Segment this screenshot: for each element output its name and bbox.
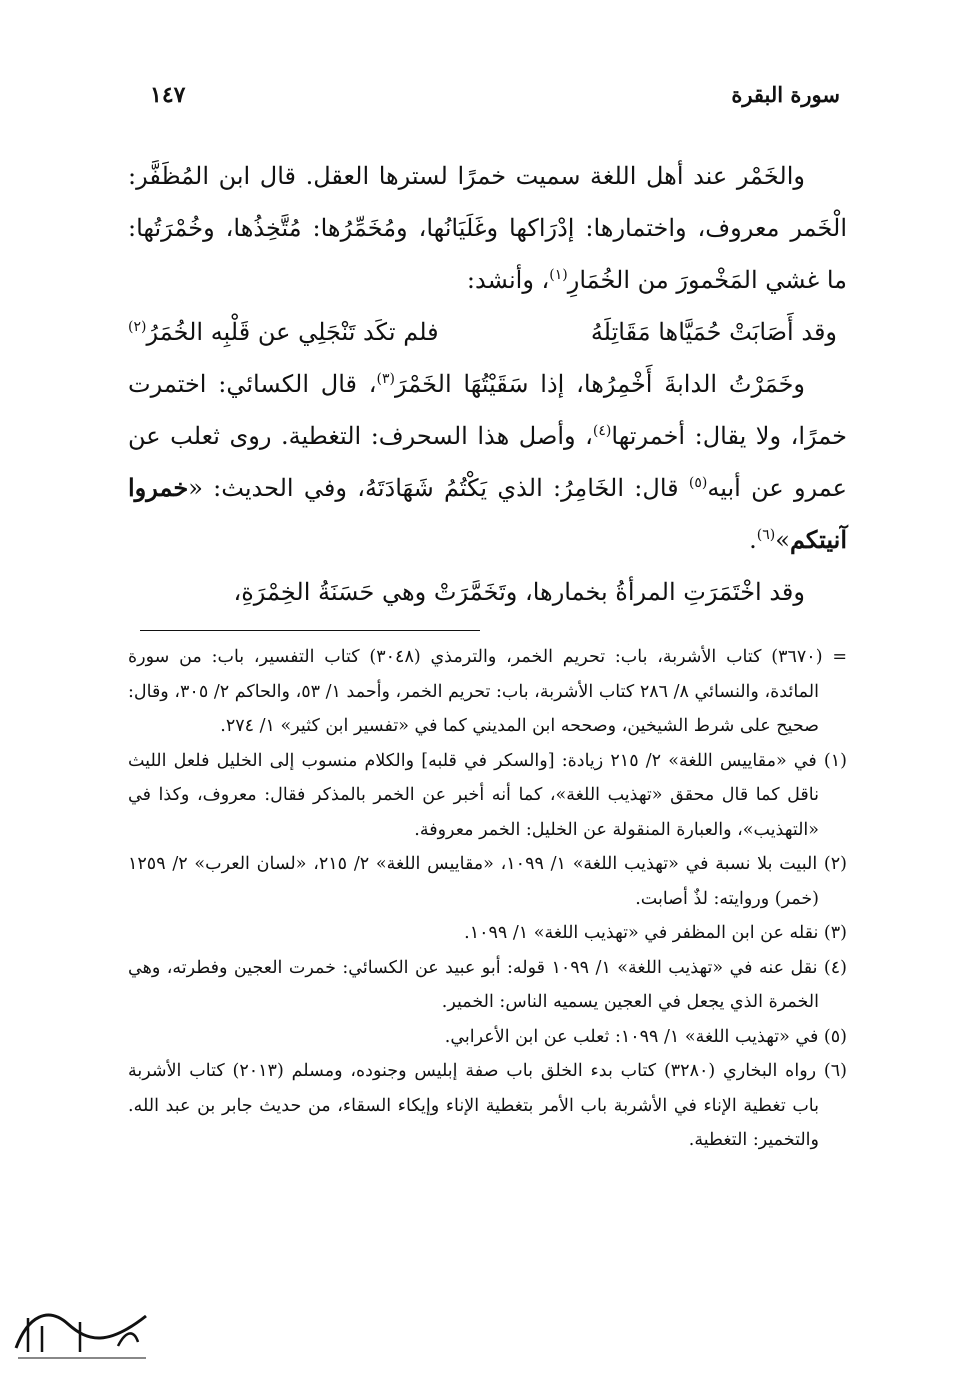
page-number: ١٤٧ [150, 82, 186, 108]
footnote-ref-3: (٣) [376, 371, 396, 387]
footnote-6: (٦) رواه البخاري (٣٢٨٠) كتاب بدء الخلق باب صفة إبليس وجنوده، ومسلم (٢٠١٣) كتاب الأشربة باب تغطية الإناء في الأشربة باب الأمر بتغطية الإناء وإيكاء السقاء، من حديث جابر بن عبد الله. والتخمير: التغطية. [128, 1061, 847, 1150]
hadith-quote: خمروا آنيتكم [128, 473, 847, 554]
footnote-continuation: = (٣٦٧٠) كتاب الأشربة، باب: تحريم الخمر، والترمذي (٣٠٤٨) كتاب التفسير، باب: من سورة المائدة، والنسائي ٨/ ٢٨٦ كتاب الأشربة، باب: تحريم الخمر، وأحمد ١/ ٥٣، والحاكم ٢/ ٣٠٥، وقال: صحيح على شرط الشيخين، وصححه ابن المديني كما في «تفسير ابن كثير» ١/ ٢٧٤. [128, 647, 847, 736]
footnote-3: (٣) نقله عن ابن المظفر في «تهذيب اللغة» ١/ ١٠٩٩. [464, 923, 847, 943]
main-text [128, 150, 847, 618]
footnotes [128, 640, 847, 1158]
page-header [150, 82, 840, 118]
footnote-1: (١) في «مقاييس اللغة» ٢/ ٢١٥ زيادة: [والسكر في قلبه] والكلام منسوب إلى الخليل فلعل الليث ناقل كما قال محقق «تهذيب اللغة»، كما أنه أخبر عن الخمر بالمذكر فقال: معروف، وكذا في «التهذيب»، والعبارة المنقولة عن الخليل: الخمر معروفة. [128, 750, 847, 840]
paragraph-2: وخَمَرْتُ الدابةَ أَخْمِرُها، إذا سَقَيْتُهَا الخَمْرَ$^{(٣)}$، قال الكسائي: اختمرت خمرًا، ولا يقال: أخمرتها$^{(٤)}$، وأصل هذا السحرف: التغطية. روى ثعلب عن عمرو عن أبيه$^{(٥)}$ قال: الخَامِرُ: الذي يَكْتُمُ شَهَادَتَهُ، وفي الحديث: «خمروا آنيتكم»$^{(٦)}$. [128, 370, 847, 554]
footnote-ref-6: (٦) [756, 527, 776, 543]
surah-title: سورة البقرة [731, 82, 840, 107]
footnote-5: (٥) في «تهذيب اللغة» ١/ ١٠٩٩: ثعلب عن ابن الأعرابي. [444, 1026, 847, 1047]
paragraph-1: والخَمْر عند أهل اللغة سميت خمرًا لسترها العقل. قال ابن المُظَفَّر: الْخَمر معروف، واختمارها: إدْرَاكها وغَلَيَانُها، ومُخَمِّرُها: مُتَّخِذُها، وخُمْرَتُها: ما غشي المَخْمورَ من الخُمَارِ$^{(١)}$، وأنشد: [128, 162, 847, 294]
footnote-4: (٤) نقل عنه في «تهذيب اللغة» ١/ ١٠٩٩ قوله: أبو عبيد عن الكسائي: خمرت العجين وفطرته، وهي الخمرة الذي يجعل في العجين يسميه الناس: الخمير. [128, 957, 847, 1012]
footnote-ref-2: (٢) [128, 319, 147, 335]
footnote-2: (٢) البيت بلا نسبة في «تهذيب اللغة» ١/ ١٠٩٩، «مقاييس اللغة» ٢/ ٢١٥، «لسان العرب» ٢/ ١٢٥٩ (خمر) وروايته: لذٌ أصابت. [128, 854, 847, 909]
footnote-ref-1: (١) [549, 267, 568, 283]
paragraph-3: وقد اخْتَمَرَتِ المرأةُ بخمارها، وتَخَمَّرَتْ وهي حَسَنَةُ الخِمْرَةِ، [233, 578, 805, 606]
verse-first-hemistich: وقد أَصَابَتْ حُمَيَّاها مَقَاتِلَهُ [590, 318, 837, 346]
verse-second-hemistich: فلم تكَد تَنْجَلِي عن قَلْبِه الخُمَرُ$^{(٢)}$ [128, 318, 439, 346]
publisher-logo [8, 1296, 156, 1364]
footnote-ref-5: (٥) [688, 475, 708, 491]
footnote-ref-4: (٤) [592, 423, 612, 439]
poetry-verse [128, 306, 847, 358]
footnote-separator [140, 630, 480, 631]
